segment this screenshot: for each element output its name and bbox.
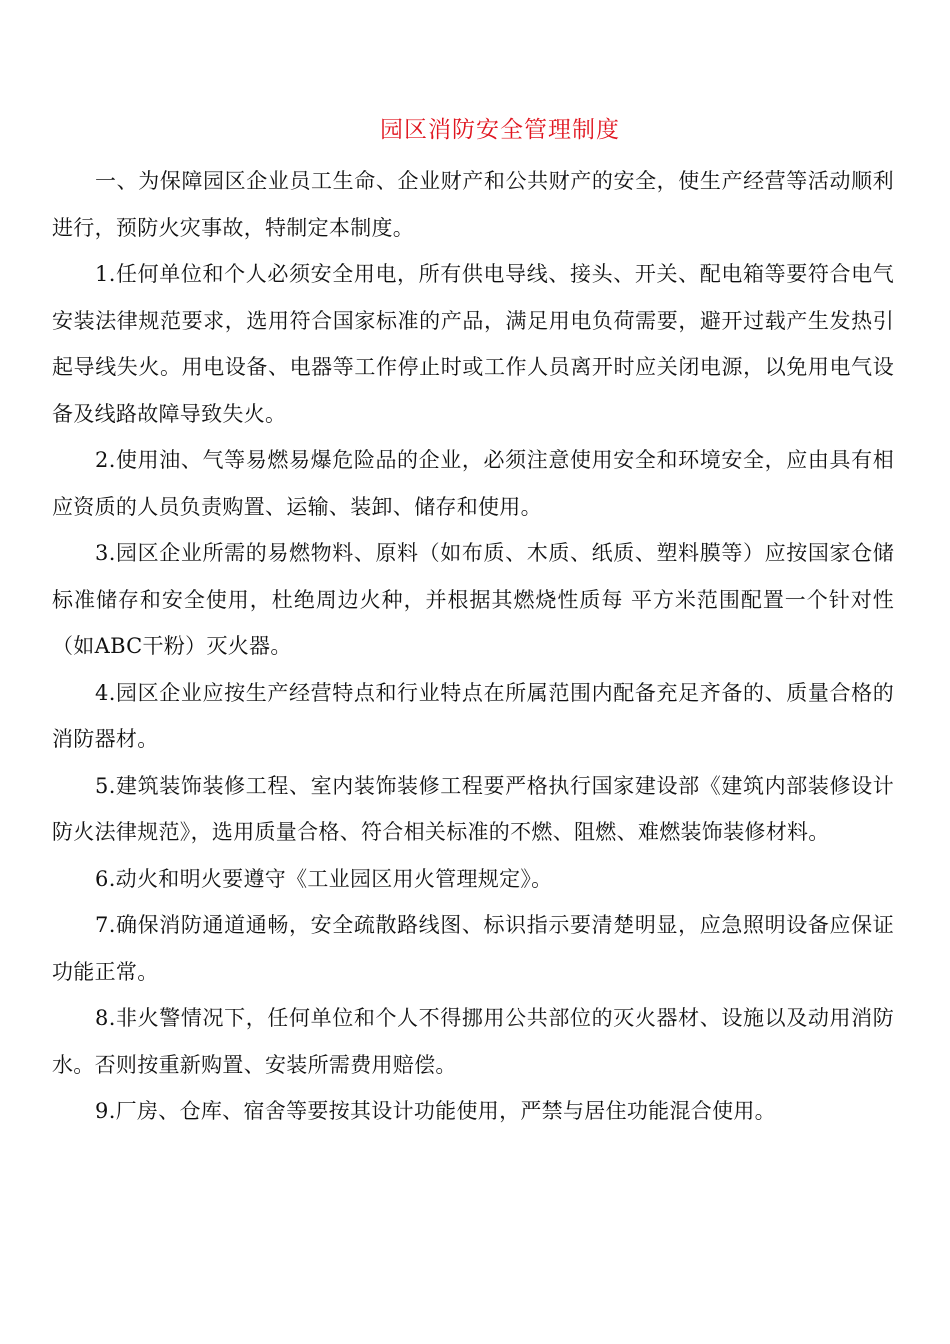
paragraph-item-7: 7.确保消防通道通畅，安全疏散路线图、标识指示要清楚明显，应急照明设备应保证功能正常。 [52, 913, 894, 984]
paragraph-item-5: 5.建筑装饰装修工程、室内装饰装修工程要严格执行国家建设部《建筑内部装修设计防火法律规范》，选用质量合格、符合相关标准的不燃、阻燃、难燃装饰装修材料。 [52, 773, 894, 844]
paragraph-item-1: 1.任何单位和个人必须安全用电，所有供电导线、接头、开关、配电箱等要符合电气安装法律规范要求，选用符合国家标准的产品，满足用电负荷需要，避开过载产生发热引起导线失火。用电设备、电器等工作停止时或工作人员离开时应关闭电源，以免用电气设备及线路故障导致失火。 [52, 262, 894, 426]
paragraph-intro: 一、为保障园区企业员工生命、企业财产和公共财产的安全，使生产经营等活动顺利进行，预防火灾事故，特制定本制度。 [52, 169, 894, 240]
paragraph-item-6: 6.动火和明火要遵守《工业园区用火管理规定》。 [95, 866, 553, 891]
paragraph-item-4: 4.园区企业应按生产经营特点和行业特点在所属范围内配备充足齐备的、质量合格的消防器材。 [52, 680, 894, 751]
paragraph-item-8: 8.非火警情况下，任何单位和个人不得挪用公共部位的灭火器材、设施以及动用消防水。否则按重新购置、安装所需费用赔偿。 [52, 1006, 894, 1077]
paragraph-item-3: 3.园区企业所需的易燃物料、原料（如布质、木质、纸质、塑料膜等）应按国家仓储标准储存和安全使用，杜绝周边火种，并根据其燃烧性质每 平方米范围配置一个针对性（如ABC干粉）灭火器。 [52, 541, 894, 658]
paragraph-item-9: 9.厂房、仓库、宿舍等要按其设计功能使用，严禁与居住功能混合使用。 [95, 1099, 776, 1123]
document-body [52, 158, 894, 1135]
document-title: 园区消防安全管理制度 [380, 117, 620, 143]
paragraph-item-2: 2.使用油、气等易燃易爆危险品的企业，必须注意使用安全和环境安全，应由具有相应资质的人员负责购置、运输、装卸、储存和使用。 [52, 448, 894, 519]
